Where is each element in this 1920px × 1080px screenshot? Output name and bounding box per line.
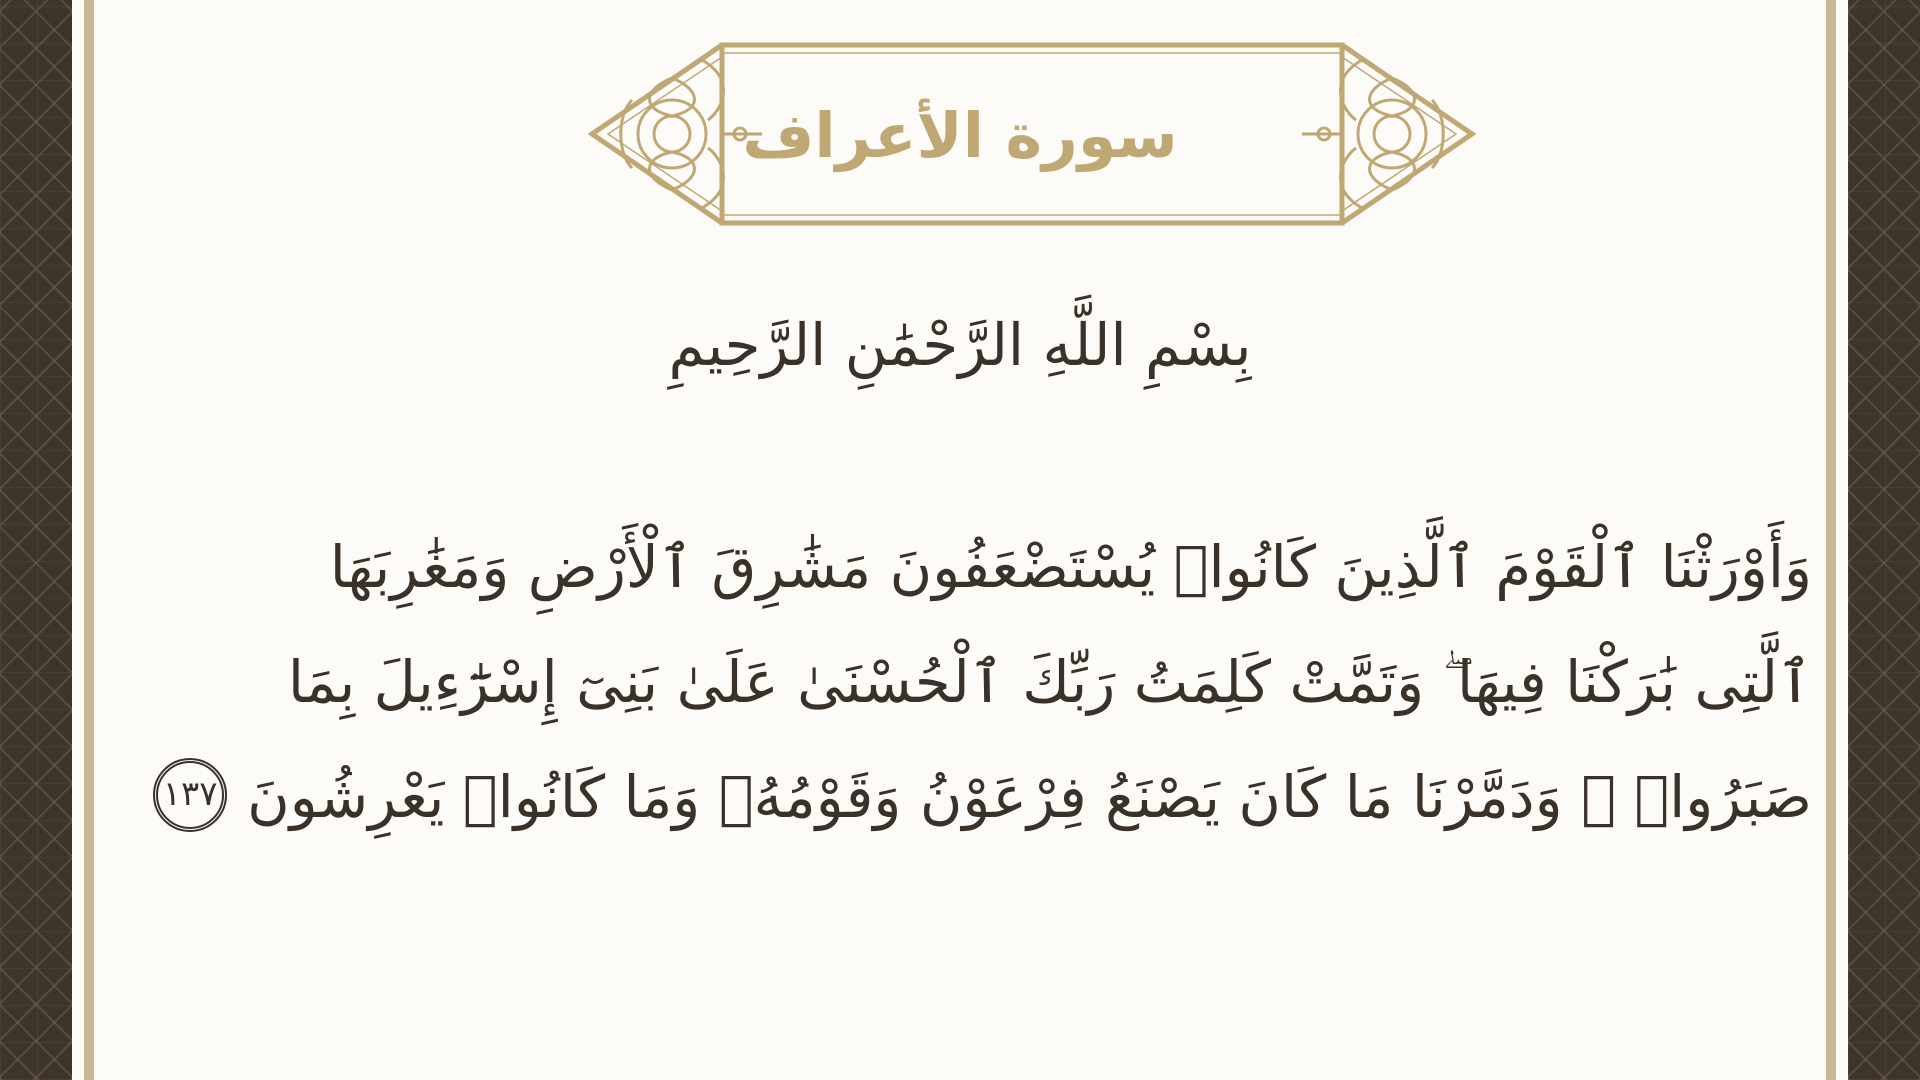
verse-line-1: وَأَوْرَثْنَا ٱلْقَوْمَ ٱلَّذِينَ كَانُوا۟ يُسْتَضْعَفُونَ مَشَٰرِقَ ٱلْأَرْضِ وَمَغَٰرِبَهَا (329, 533, 1812, 601)
verse-text (162, 510, 1812, 855)
ayah-number-marker: ١٣٧ (153, 758, 227, 832)
verse-line-3 (162, 740, 1812, 855)
verse-line-3-text: صَبَرُوا۟ ۖ وَدَمَّرْنَا مَا كَانَ يَصْنَعُ فِرْعَوْنُ وَقَوْمُهُۥ وَمَا كَانُوا۟ يَعْرِشُونَ (247, 763, 1812, 831)
basmala: بِسْمِ اللَّهِ الرَّحْمَٰنِ الرَّحِيمِ (668, 311, 1252, 379)
verse-line-2: ٱلَّتِى بَٰرَكْنَا فِيهَا ۖ وَتَمَّتْ كَلِمَتُ رَبِّكَ ٱلْحُسْنَىٰ عَلَىٰ بَنِىٓ إِسْرَٰٓءِيلَ بِمَا (287, 648, 1812, 716)
surah-title: سورة الأعراف (742, 98, 1178, 172)
